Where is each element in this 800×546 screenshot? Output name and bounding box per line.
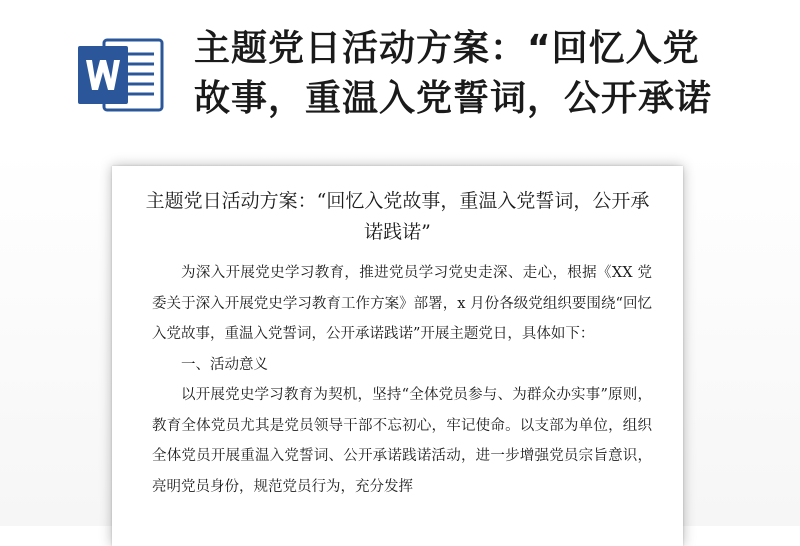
banner-title: 主题党日活动方案：“回忆入党故事，重温入党誓词，公开承诺 [194, 28, 713, 119]
word-icon [76, 34, 166, 116]
document-title: 主题党日活动方案：“回忆入党故事，重温入党誓词，公开承诺践诺” [145, 190, 650, 243]
paragraph-significance: 以开展党史学习教育为契机，坚持“全体党员参与、为群众办实事”原则，教育全体党员尤其是党员领导干部不忘初心，牢记使命。以支部为单位，组织全体党员开展重温入党誓词、公开承诺践诺活动，进一步增强党员宗旨意识，亮明党员身份，规范党员行为，充分发挥 [152, 387, 652, 495]
paragraph-intro: 为深入开展党史学习教育，推进党员学习党史走深、走心，根据《XX 党委关于深入开展党史学习教育工作方案》部署，x 月份各级党组织要围绕“回忆入党故事，重温入党誓词，公开承诺践诺”开展主题党日，具体如下： [152, 265, 652, 342]
document-page [112, 166, 683, 546]
document-body [152, 258, 652, 502]
header-banner [0, 0, 800, 150]
section-heading: 一、活动意义 [181, 356, 268, 373]
